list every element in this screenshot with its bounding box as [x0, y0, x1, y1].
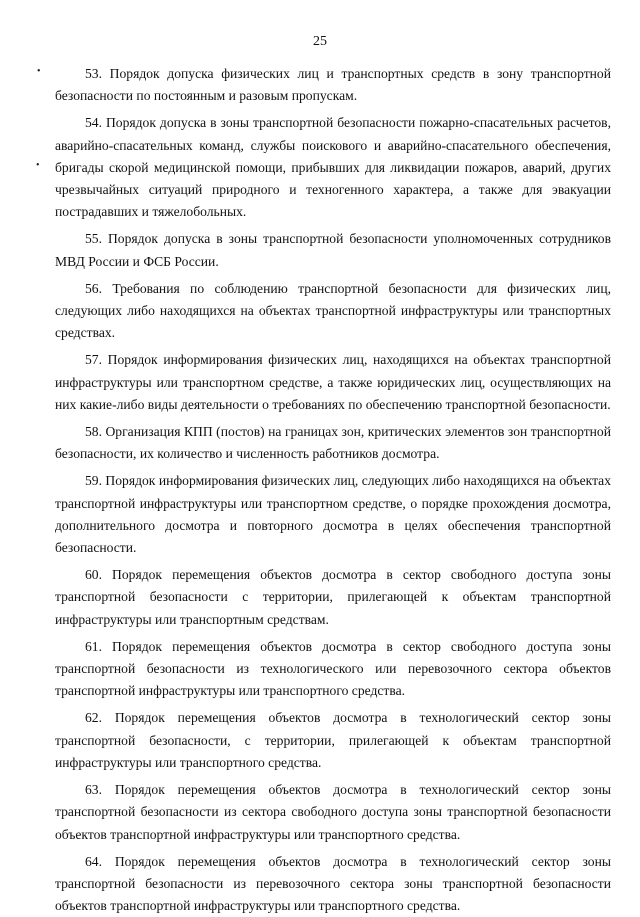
paragraph-59: 59. Порядок информирования физических лиц, следующих либо находящихся на объектах транспортной инфраструктуры или транспортном средстве, о порядке прохождения досмотра, дополнительного досмотра и повторного досмотра в целях обеспечения транспортной безопасности.: [55, 473, 611, 556]
paragraph-58: 58. Организация КПП (постов) на границах зон, критических элементов зон транспортной безопасности, их количество и численность работников досмотра.: [55, 424, 611, 462]
paragraph-56: 56. Требования по соблюдению транспортной безопасности для физических лиц, следующих либо находящихся на объектах транспортной инфраструктуры или транспортных средствах.: [55, 280, 611, 341]
paragraph-60: 60. Порядок перемещения объектов досмотра в сектор свободного доступа зоны транспортной безопасности с территории, прилегающей к объектам транспортной инфраструктуры или транспортным средствам.: [55, 567, 611, 627]
paragraph-61: 61. Порядок перемещения объектов досмотра в сектор свободного доступа зоны транспортной безопасности из технологического или перевозочного сектора объектов транспортной инфраструктуры или транспортного средства.: [55, 638, 611, 699]
paragraph-55: 55. Порядок допуска в зоны транспортной безопасности уполномоченных сотрудников МВД России и ФСБ России.: [55, 231, 611, 269]
paragraph-54: 54. Порядок допуска в зоны транспортной безопасности пожарно-спасательных расчетов, аварийно-спасательных команд, службы поискового и аварийно-спасательного обеспечения, бригады скорой медицинской помощи, прибывших для ликвидации пожаров, аварий, других чрезвычайных ситуаций природного и техногенного характера, а также для эвакуации пострадавших и тяжелобольных.: [55, 115, 611, 220]
paragraph-57: 57. Порядок информирования физических лиц, находящихся на объектах транспортной инфраструктуры или транспортном средстве, а также юридических лиц, осуществляющих на них какие-либо виды деятельности о требованиях по обеспечению транспортной безопасности.: [55, 352, 611, 412]
paragraph-62: 62. Порядок перемещения объектов досмотра в технологический сектор зоны транспортной безопасности, с территории, прилегающей к объектам транспортной инфраструктуры или транспортного средства.: [55, 710, 611, 770]
scan-speck-mark: •: [37, 66, 41, 77]
document-body: [55, 63, 611, 917]
paragraph-53: 53. Порядок допуска физических лиц и транспортных средств в зону транспортной безопасности по постоянным и разовым пропускам.: [55, 66, 611, 104]
paragraph-64: 64. Порядок перемещения объектов досмотра в технологический сектор зоны транспортной безопасности из перевозочного сектора зоны транспортной безопасности объектов транспортной инфраструктуры или транспортного средства.: [55, 853, 611, 914]
scan-speck-mark: •: [36, 160, 40, 171]
page-number: 25: [313, 34, 327, 49]
paragraph-63: 63. Порядок перемещения объектов досмотра в технологический сектор зоны транспортной безопасности из сектора свободного доступа зоны транспортной безопасности объектов транспортной инфраструктуры или транспортного средства.: [55, 782, 611, 842]
